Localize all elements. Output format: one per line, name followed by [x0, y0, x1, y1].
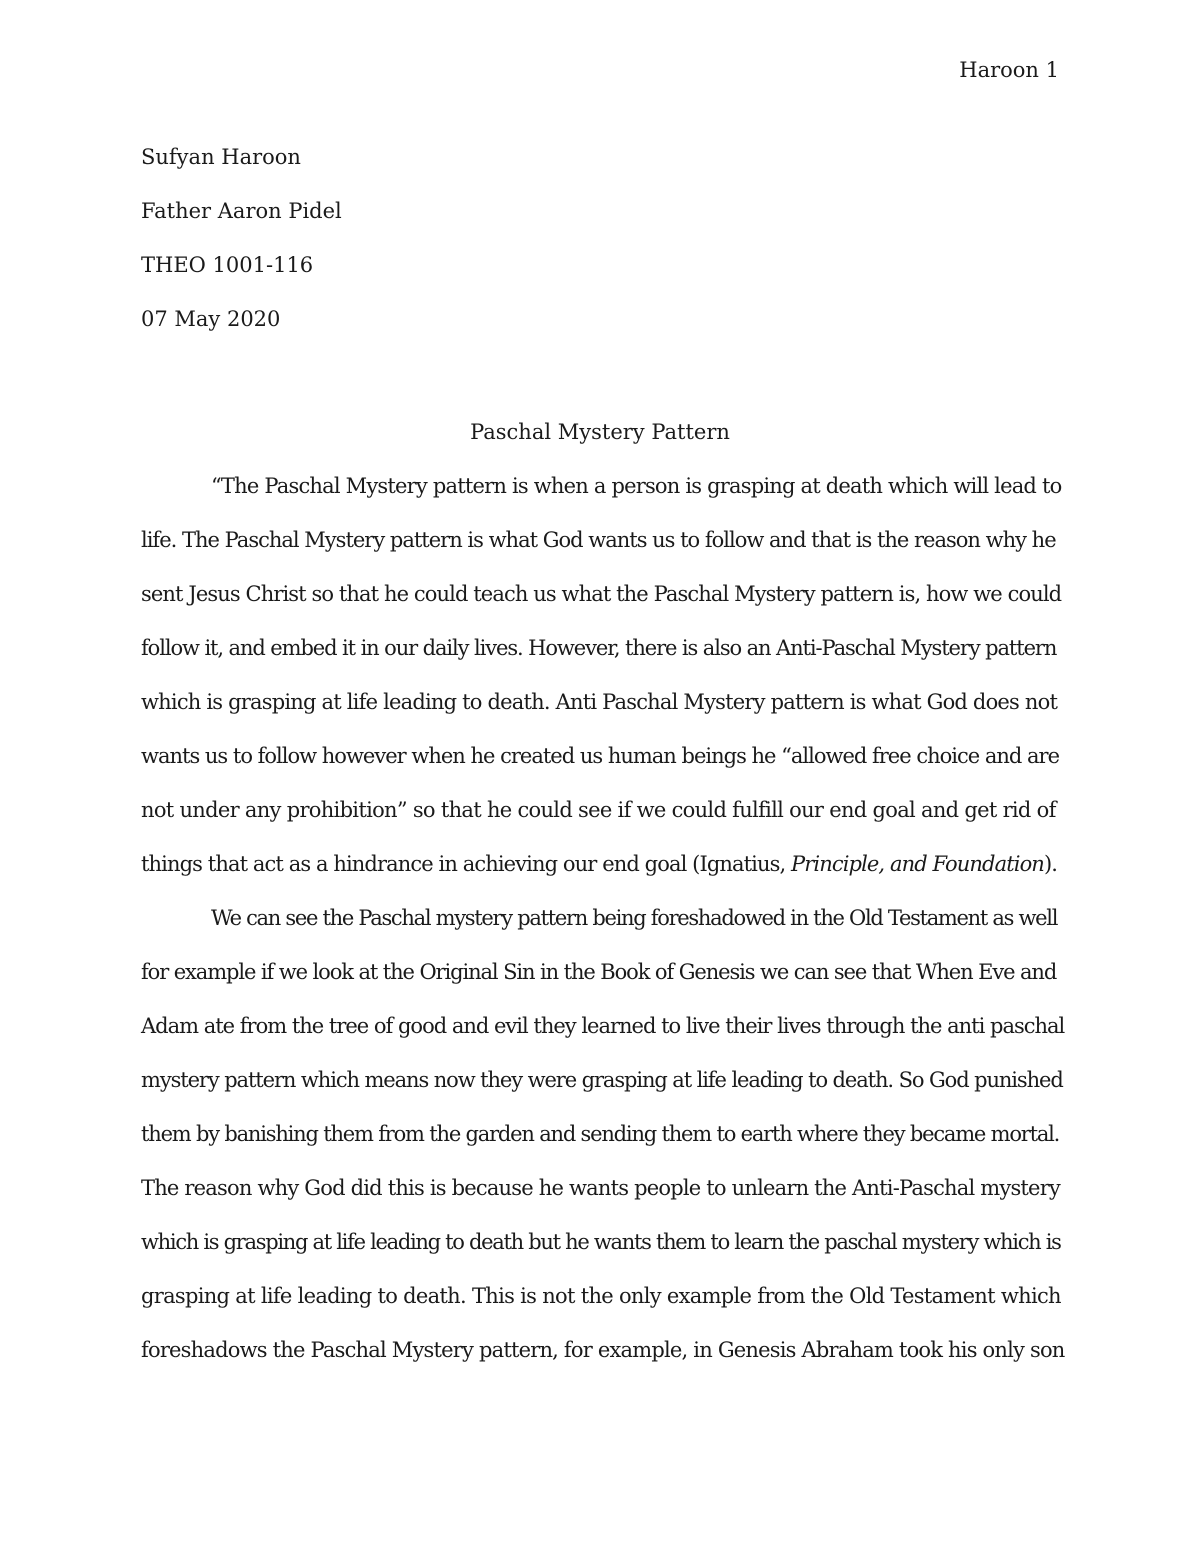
instructor-name: Father Aaron Pidel	[141, 199, 342, 223]
body-line: grasping at life leading to death. This is not the only example from the Old Testament which	[141, 1284, 1061, 1308]
body-line: mystery pattern which means now they were grasping at life leading to death. So God punished	[141, 1068, 1063, 1092]
paper-date: 07 May 2020	[141, 307, 281, 331]
body-line: wants us to follow however when he created us human beings he “allowed free choice and are	[141, 744, 1059, 768]
course-code: THEO 1001-116	[141, 253, 314, 277]
citation-work-title: Principle, and Foundation	[791, 852, 1044, 876]
running-head: Haroon 1	[959, 58, 1059, 82]
paper-title: Paschal Mystery Pattern	[470, 420, 730, 444]
body-line: not under any prohibition” so that he could see if we could fulfill our end goal and get rid of	[141, 798, 1056, 822]
body-line: which is grasping at life leading to death. Anti Paschal Mystery pattern is what God does not	[141, 690, 1058, 714]
student-name: Sufyan Haroon	[141, 145, 301, 169]
citation-close: ).	[1043, 852, 1058, 876]
body-line: for example if we look at the Original Sin in the Book of Genesis we can see that When Eve and	[141, 960, 1057, 984]
body-line: them by banishing them from the garden and sending them to earth where they became mortal.	[141, 1122, 1060, 1146]
body-line-citation	[141, 849, 1057, 879]
body-line: foreshadows the Paschal Mystery pattern, for example, in Genesis Abraham took his only son	[141, 1338, 1065, 1362]
body-line: follow it, and embed it in our daily lives. However, there is also an Anti-Paschal Mystery pattern	[141, 636, 1057, 660]
body-line: life. The Paschal Mystery pattern is what God wants us to follow and that is the reason why he	[141, 528, 1056, 552]
body-line: sent Jesus Christ so that he could teach us what the Paschal Mystery pattern is, how we could	[141, 582, 1062, 606]
body-line: “The Paschal Mystery pattern is when a person is grasping at death which will lead to	[211, 474, 1062, 498]
body-line: The reason why God did this is because he wants people to unlearn the Anti-Paschal mystery	[141, 1176, 1060, 1200]
body-line: We can see the Paschal mystery pattern being foreshadowed in the Old Testament as well	[211, 906, 1058, 930]
citation-lead: things that act as a hindrance in achieving our end goal (Ignatius,	[141, 852, 792, 876]
body-line: Adam ate from the tree of good and evil they learned to live their lives through the anti paschal	[141, 1014, 1065, 1038]
body-line: which is grasping at life leading to death but he wants them to learn the paschal mystery which is	[141, 1230, 1061, 1254]
